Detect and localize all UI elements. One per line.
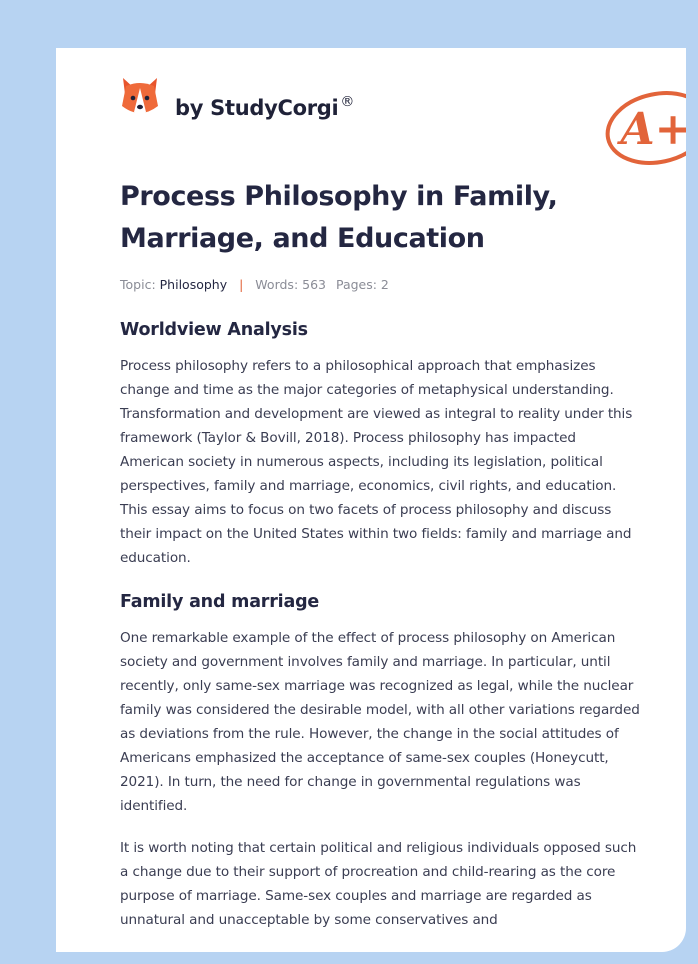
meta-separator: | — [239, 277, 244, 292]
paragraph: One remarkable example of the effect of process philosophy on American society and government involves family and marriage. In particular, until recently, only same-sex marriage was recognized as legal, while the nuclear family was considered the desirable model, with all other variations regarded as deviations from the rule. However, the change in the social attitudes of Americans emphasized the acceptance of same-sex couples (Honeycutt, 2021). In turn, the need for change in governmental regulations was identified. — [120, 630, 640, 814]
header — [120, 76, 692, 155]
brand-text: by StudyCorgi — [175, 96, 339, 120]
grade-seal-text: A+ — [620, 104, 692, 155]
section-heading-worldview: Worldview Analysis — [120, 320, 308, 340]
word-count: Words: 563 — [255, 277, 326, 292]
grade-seal-icon — [602, 88, 692, 168]
essay-page — [56, 48, 692, 952]
brand-name[interactable] — [175, 96, 354, 120]
page-title: Process Philosophy in Family, Marriage, and Education — [120, 181, 558, 254]
section-heading-family: Family and marriage — [120, 592, 320, 612]
page-count: Pages: 2 — [335, 277, 389, 292]
paragraph: Process philosophy refers to a philosophical approach that emphasizes change and time as the major categories of metaphysical understanding. Transformation and development are viewed as integral to reality under this framework (Taylor & Bovill, 2018). Process philosophy has impacted American society in numerous aspects, including its legislation, political perspectives, family and marriage, economics, civil rights, and education. This essay aims to focus on two facets of process philosophy and discuss their impact on the United States within two fields: family and marriage and education. — [120, 358, 633, 566]
topic-label: Topic: — [120, 277, 156, 292]
registered-mark: ® — [340, 94, 355, 110]
paragraph: It is worth noting that certain political and religious individuals opposed such a change due to their support of procreation and child-rearing as the core purpose of marriage. Same-sex couples and marriage are regarded as unnatural and unacceptable by some conservatives and — [120, 840, 637, 928]
corgi-logo-icon[interactable] — [120, 76, 160, 120]
essay-content — [120, 176, 640, 932]
essay-meta — [120, 277, 640, 292]
topic-link[interactable]: Philosophy — [159, 277, 228, 292]
